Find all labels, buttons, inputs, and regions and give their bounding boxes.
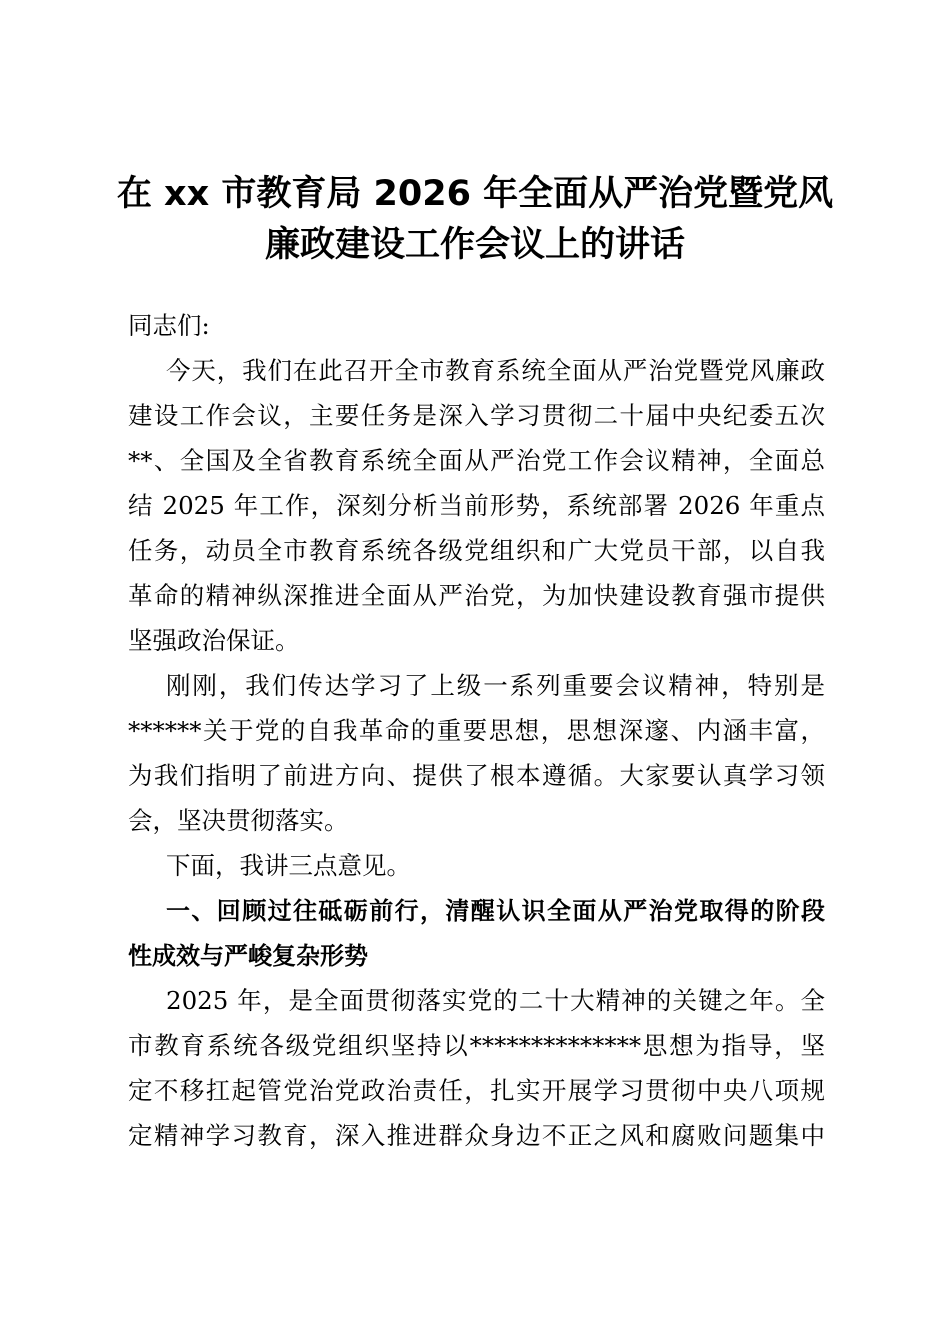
paragraph-line: 建设工作会议，主要任务是深入学习贯彻二十届中央纪委五次 [128, 401, 825, 430]
document-title-line-2: 廉政建设工作会议上的讲话 [264, 225, 685, 265]
paragraph-line: 今天，我们在此召开全市教育系统全面从严治党暨党风廉政 [166, 356, 825, 385]
paragraph-line: 市教育系统各级党组织坚持以**************思想为指导，坚 [128, 1031, 825, 1060]
paragraph-line: 会，坚决贯彻落实。 [128, 806, 349, 835]
paragraph-line: 任务，动员全市教育系统各级党组织和广大党员干部，以自我 [128, 536, 825, 565]
paragraph-line: 坚强政治保证。 [128, 626, 300, 655]
paragraph-line: 刚刚，我们传达学习了上级一系列重要会议精神，特别是 [166, 671, 825, 700]
paragraph-line: 2025 年，是全面贯彻落实党的二十大精神的关键之年。全 [166, 986, 825, 1015]
paragraph-line: ******关于党的自我革命的重要思想，思想深邃、内涵丰富， [128, 716, 825, 745]
paragraph-line: **、全国及全省教育系统全面从严治党工作会议精神，全面总 [128, 446, 825, 475]
paragraph-line: 为我们指明了前进方向、提供了根本遵循。大家要认真学习领 [128, 761, 825, 790]
salutation: 同志们: [128, 311, 210, 340]
paragraph-line: 定精神学习教育，深入推进群众身边不正之风和腐败问题集中 [128, 1121, 825, 1150]
paragraph-line: 下面，我讲三点意见。 [166, 851, 411, 880]
paragraph-line: 结 2025 年工作，深刻分析当前形势，系统部署 2026 年重点 [128, 491, 825, 520]
section-heading-line: 性成效与严峻复杂形势 [128, 942, 368, 970]
section-heading-line: 一、回顾过往砥砺前行，清醒认识全面从严治党取得的阶段 [166, 897, 825, 925]
document-title-line-1: 在 xx 市教育局 2026 年全面从严治党暨党风 [116, 174, 834, 214]
paragraph-line: 革命的精神纵深推进全面从严治党，为加快建设教育强市提供 [128, 581, 825, 610]
paragraph-line: 定不移扛起管党治党政治责任，扎实开展学习贯彻中央八项规 [128, 1076, 825, 1105]
